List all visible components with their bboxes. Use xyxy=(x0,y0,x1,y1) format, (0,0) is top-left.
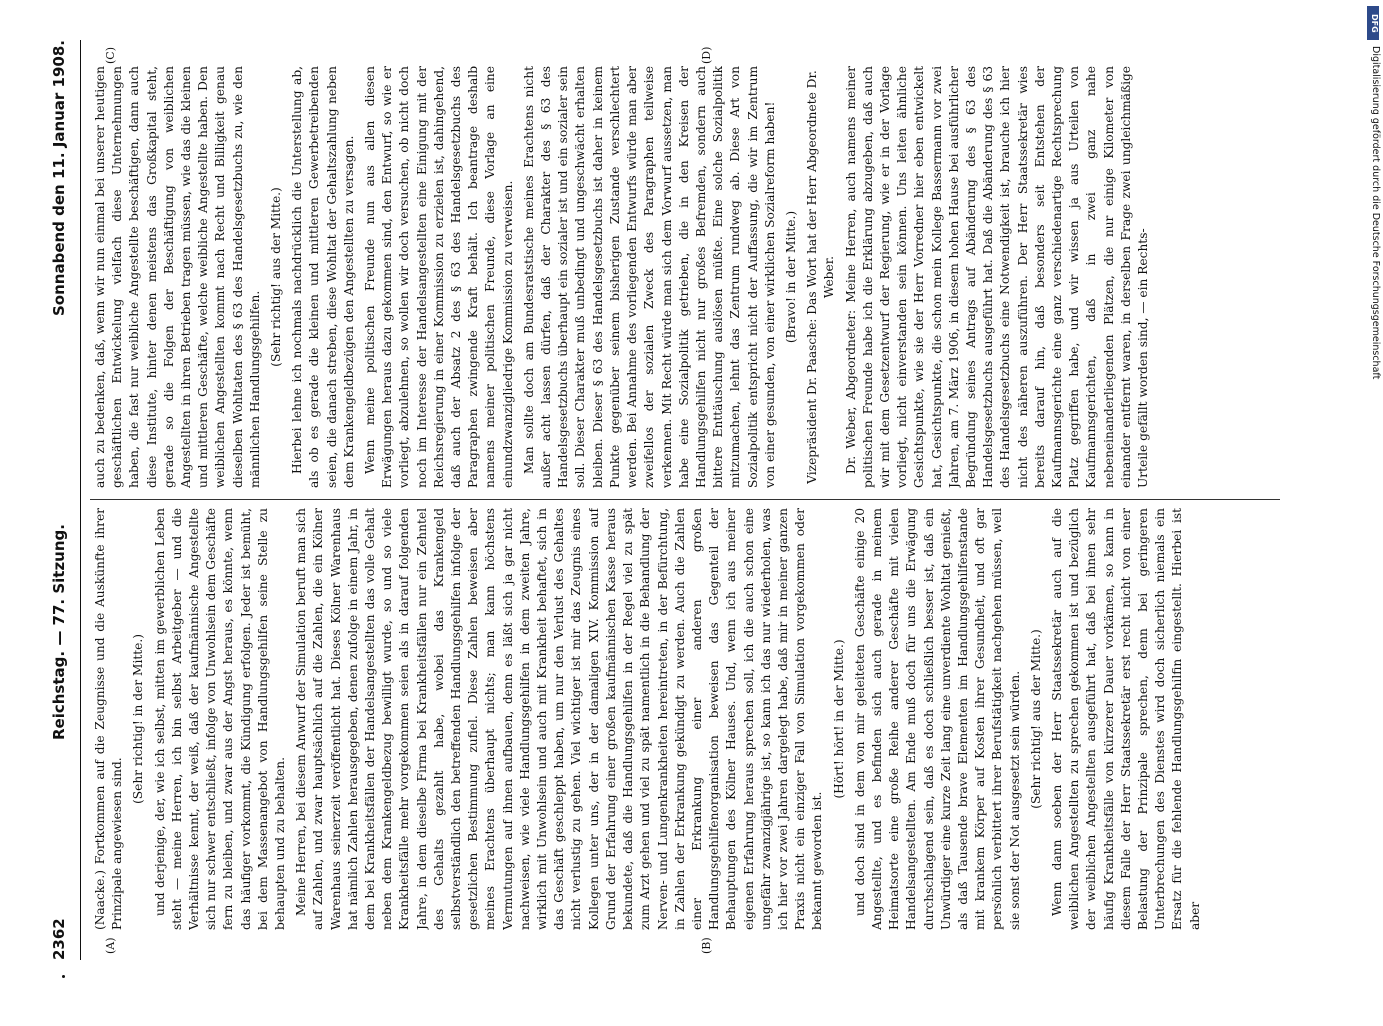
left-para-4: (Hört! hört! in der Mitte.) xyxy=(831,639,846,799)
left-para-1: (Sehr richtig! in der Mitte.) xyxy=(131,634,146,804)
page-header xyxy=(44,40,76,960)
right-para-7: Dr. Weber, Abgeordneter: Meine Herren, auch namens meiner politischen Freunde habe ich die Erklärung abzugeben, daß auch wir mit dem Gesetzentwurf der Regierung, wie er in der Vorlage vorliegt, nicht einverstanden sein können. Uns leiten ähnliche Gesichtspunkte, wie sie der Herr Vorredner hier eben entwickelt hat, Gesichtspunkte, die schon mein Kollege Bassermann vor zwei Jahren, am 7. März 1906, in diesem hohen Hause bei ausführlicher Begründung seines Antrags auf Abänderung des § 63 des Handelsgesetzbuchs ausgeführt hat. Daß die Abänderung des § 63 des Handelsgesetzbuchs eine Notwendigkeit ist, brauche ich hier nicht des näheren auszuführen. Der Herr Staatssekretär wies bereits darauf hin, daß besonders seit Entstehen der Kaufmannsgerichte eine ganz verschiedenartige Rechtsprechung Platz gegriffen habe, und wir wissen ja aus Urteilen von Kaufmannsgerichten, daß in zwei ganz nahe nebeneinanderliegenden Plätzen, die nur einige Kilometer von einander entfernt waren, in derselben Frage zwei ungleichmäßige Urteile gefällt worden sind, — ein Rechts- xyxy=(843,66,1150,488)
dfg-logo: DFG xyxy=(1367,6,1379,40)
left-column xyxy=(92,508,1280,930)
right-column xyxy=(92,66,1280,488)
right-para-3: Wenn meine politischen Freunde nun aus allen diesen Erwägungen heraus dazu gekommen sind, den Entwurf, so wie er vorliegt, abzulehnen, so wollen wir doch versuchen, ob nicht doch noch im Interesse der Handelsangestellten eine Einigung mit der Reichsregierung in einer Kommission zu erzielen ist, dahingehend, daß auch der Absatz 2 des § 63 des Handelsgesetzbuchs des Paragraphen zwingende Kraft behält. Ich beantrage deshalb namens meiner politischen Freunde, diese Vorlage an eine einundzwanzigliedrige Kommission zu verweisen. xyxy=(363,66,515,488)
page-number: 2362 xyxy=(50,918,68,960)
margin-mark-a: (A) xyxy=(104,937,117,954)
right-para-6: Vizepräsident Dr. Paasche: Das Wort hat der Herr Abgeordnete Dr. Weber. xyxy=(805,70,837,484)
right-para-0: auch zu bedenken, daß, wenn wir nun einmal bei unserer heutigen geschäftlichen Entwickelung vielfach diese Unternehmungen haben, die fast nur weibliche Angestellte beschäftigen, dann auch diese Institute, hinter denen meistens das Großkapital steht, gerade so die Folgen der Beschäftigung von weiblichen Angestellten in ihren Betrieben tragen müssen, wie das die kleinen und mittleren Geschäfte, welche weibliche Angestellte haben. Den weiblichen Angestellten kommt nach Recht und Billigkeit genau dieselben Wohltaten des § 63 des Handelsgesetzbuchs zu, wie den männlichen Handlungsgehilfen. xyxy=(93,66,262,488)
dfg-credit xyxy=(1367,6,1381,996)
left-para-7: Wenn dann soeben der Herr Staatssekretär auch auf die weiblichen Angestellten zu sprechen gekommen ist und bezüglich der weiblichen Angestellten ausgeführt hat, daß bei ihnen sehr häufig Krankheitsfälle von kürzerer Dauer vorkämen, so kann in diesem Falle der Herr Staatssekretär erst recht nicht von einer Belastung der Prinzipale sprechen, denn bei geringeren Unterbrechungen des Dienstes wird doch sicherlich niemals ein Ersatz für die fehlende Handlungsgehilfin eingestellt. Hierbei ist aber xyxy=(1049,508,1202,930)
column-divider xyxy=(90,499,1280,500)
speck xyxy=(62,975,65,978)
left-para-3: Meine Herren, bei diesem Anwurf der Simulation beruft man sich auf Zahlen, und zwar hauptsächlich auf die Zahlen, die ein Kölner Warenhaus seinerzeit veröffentlicht hat. Dieses Kölner Warenhaus hat nämlich Zahlen herausgegeben, denen zufolge in einem Jahr, in dem bei Krankheitsfällen der Handelsangestellten das volle Gehalt neben dem Krankengeldbezug bewilligt wurde, so und so viele Krankheitsfälle mehr vorgekommen seien als in darauf folgenden Jahre, in dem dieselbe Firma bei Krankheitsfällen nur ein Zehntel des Gehalts gezahlt habe, wobei das Krankengeld selbstverständlich den betreffenden Handlungsgehilfen infolge der gesetzlichen Bestimmung zufiel. Diese Zahlen beweisen aber meines Erachtens überhaupt nichts; man kann höchstens Vermutungen auf ihnen aufbauen, denn es läßt sich ja gar nicht nachweisen, wie viele Handlungsgehilfen in dem zweiten Jahre, wirklich mit Unwohlsein und auch mit Krankheit behaftet, sich in das Geschäft geschleppt haben, um nur den Verlust des Gehaltes nicht verlustig zu gehen. Viel wichtiger ist mir das Zeugnis eines Kollegen unter uns, der in der damaligen XIV. Kommission auf Grund der Erfahrung einer großen kaufmännischen Kasse heraus bekundete, daß die Handlungsgehilfen in der Regel viel zu spät zum Arzt gehen und viel zu spät namentlich in die Behandlung der Nerven- und Lungenkrankheiten hereintreten, in der Befürchtung, in Zahlen der Erkrankung gekündigt zu werden. Auch die Zahlen einer Erkrankung einer anderen großen Handlungsgehilfenorganisation beweisen das Gegenteil der Behauptungen des Kölner Hauses. Und, wenn ich aus meiner eigenen Erfahrung heraus sprechen soll, ich die auch schon eine ungefähr zwanzigjährige ist, so kann ich das nur wiederholen, was ich hier vor zwei Jahren dargelegt habe, daß mir in meiner ganzen Praxis nicht ein einziger Fall von Simulation vorgekommen oder bekannt geworden ist. xyxy=(294,508,825,930)
dfg-credit-text: Digitalisierung gefördert durch die Deutsche Forschungsgemeinschaft xyxy=(1370,46,1381,380)
header-left-title: Reichstag. — 77. Sitzung. xyxy=(50,524,68,740)
margin-mark-d: (D) xyxy=(700,46,713,64)
left-para-2: und derjenige, der, wie ich selbst, mitten im gewerblichen Leben steht — meine Herren, ich bin selbst Arbeitgeber — und die Verhältnisse kennt, der weiß, daß der kaufmännische Angestellte sich nur schwer entschließt, infolge von Unwohlsein dem Geschäfte fern zu bleiben, und zwar aus der Angst heraus, es könnte, wenn das häufiger vorkommt, die Kündigung erfolgen. Jeder ist bemüht, bei dem Massenangebot von Handlungsgehilfen seine Stelle zu behaupten und zu behalten. xyxy=(152,508,288,930)
margin-mark-c: (C) xyxy=(104,47,117,64)
left-para-6: (Sehr richtig! aus der Mitte.) xyxy=(1028,629,1043,809)
right-para-5: (Bravo! in der Mitte.) xyxy=(783,210,798,344)
header-rule xyxy=(80,40,81,960)
margin-mark-b: (B) xyxy=(700,937,713,954)
right-para-4: Man sollte doch am Bundesratstische meines Erachtens nicht außer acht lassen dürfen, daß der Charakter des § 63 des Handelsgesetzbuchs überhaupt ein sozialer ist und ein sozialer sein soll. Dieser Charakter muß unbedingt und ungeschwächt erhalten bleiben. Dieser § 63 des Handelsgesetzbuchs ist daher in keinem Punkte gegenüber seinem bisherigen Zustande verschlechtert werden. Bei Annahme des vorliegenden Entwurfs würde man aber zweifellos der sozialen Zweck des Paragraphen teilweise verkennen. Mit Recht würde man sich dem Vorwurf aussetzen, man habe eine Sozialpolitik getrieben, die in den Kreisen der Handlungsgehilfen nicht nur großes Befremden, sondern auch bittere Enttäuschung auslösen müßte. Eine solche Sozialpolitik mitzumachen, lehnt das Zentrum rundweg ab. Diese Art von Sozialpolitik entspricht nicht der Auffassung, die wir im Zentrum von einer gesunden, von einer wirklichen Sozialreform haben! xyxy=(521,66,777,488)
left-para-5: und doch sind in dem von mir geleiteten Geschäfte einige 20 Angestellte, und es befinden sich auch gerade in meinem Heimatsorte eine große Reihe anderer Geschäfte mit vielen Handelsangestellten. Am Ende muß doch für uns die Erwägung durchschlagend sein, daß es doch schließlich besser ist, daß ein Unwürdiger eine kurze Zeit lang eine unverdiente Wohltat genießt, als daß Tausende brave Elementen im Handlungsgehilfenstande mit krankem Körper auf Kosten ihrer Gesundheit, und oft gar persönlich verbittert ihrer Berufstätigkeit nachgehen müssen, weil sie sonst der Not ausgesetzt sein würden. xyxy=(852,508,1022,930)
header-right-title: Sonnabend den 11. Januar 1908. xyxy=(50,40,68,316)
left-para-0: (Naacke.) Fortkommen auf die Zeugnisse und die Auskünfte ihrer Prinzipale angewiesen sind. xyxy=(93,508,125,930)
right-para-2: Hierbei lehne ich nochmals nachdrücklich die Unterstellung ab, als ob es gerade die kleinen und mittleren Gewerbetreibenden seien, die danach streben, diese Wohltat der Gehaltszahlung neben dem Krankengeldbezügen den Angestellten zu versagen. xyxy=(290,66,356,488)
right-para-1: (Sehr richtig! aus der Mitte.) xyxy=(269,187,284,367)
